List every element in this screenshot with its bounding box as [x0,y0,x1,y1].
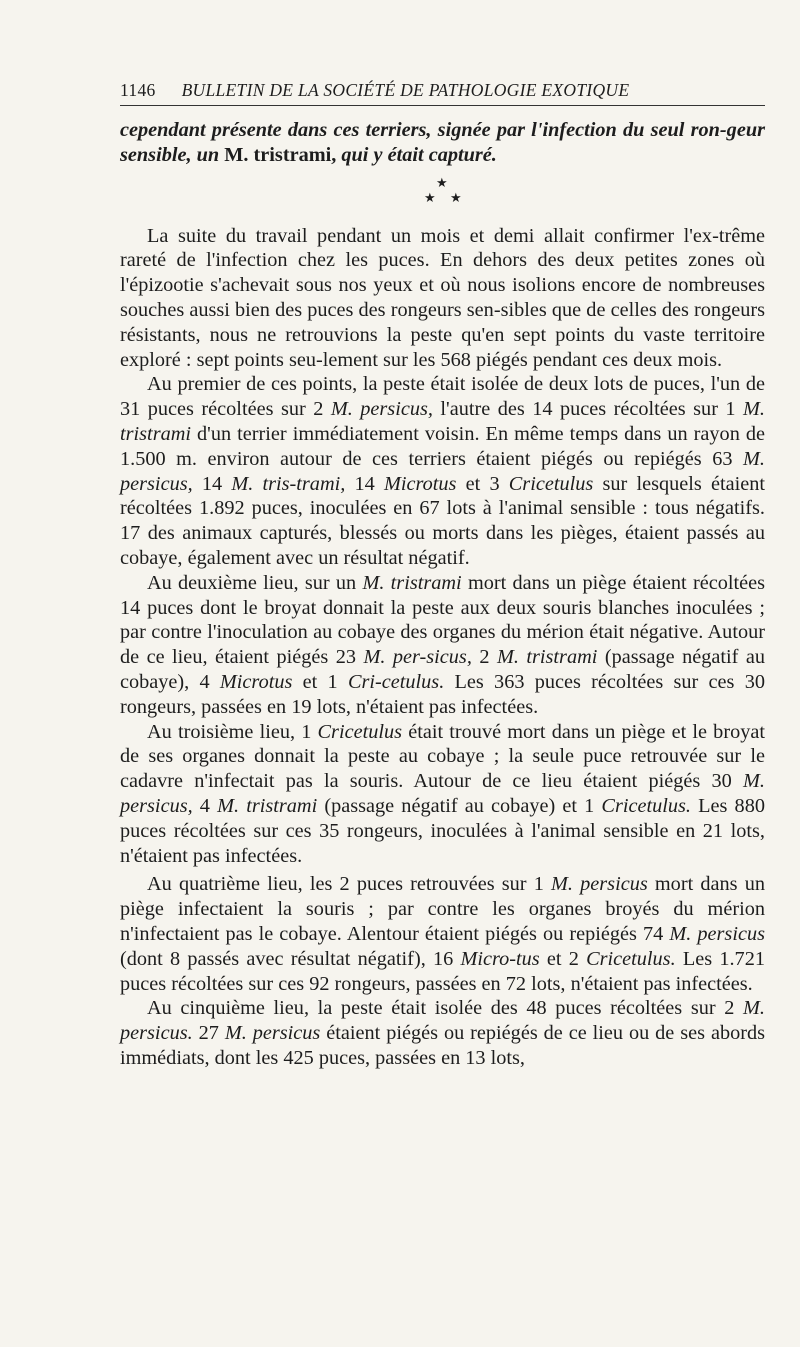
species-name: M. tristrami [362,571,462,594]
species-name: Cricetulus [508,472,594,495]
asterism-star-icon: ★ [436,174,448,190]
text-run: l'autre des 14 puces récoltées sur 1 [432,398,744,421]
text-run: (passage négatif au cobaye) et 1 [317,794,602,817]
intro-paragraph [120,118,765,168]
asterism-star-icon: ★ [424,189,436,205]
text-run: mort dans un piège infectaient la souris ; par contre les organes broyés du mérion n'infectaient pas le cobaye. Alentour étaient piégés ou repiégés 74 [120,873,765,945]
text-run: 14 [345,472,384,495]
text-run: et 2 [539,947,587,970]
paragraph-4 [120,720,765,869]
text-run: mort dans un piège étaient récoltées 14 puces dont le broyat donnait la peste aux deux souris blanches inoculées ; par contre l'inoculation au cobaye des organes du mérion était négative. Autour de ce lieu, étaient piégés 23 [120,571,766,669]
species-name: M. per-sicus, [363,646,472,669]
paragraph-2 [120,372,765,570]
article-body [120,118,765,1071]
paragraph-6 [120,996,765,1070]
asterism-star-icon: ★ [450,189,462,205]
paragraph-5 [120,872,765,996]
text-run: (dont 8 passés avec résultat négatif), 16 [120,947,461,970]
species-name: Microtus [383,472,457,495]
text-run: Les 880 puces récoltées sur ces 35 rongeurs, inoculées à l'animal sensible en 21 lots, n'étaient pas infectées. [120,794,765,867]
text-run: d'un terrier immédiatement voisin. En même temps dans un rayon de 1.500 m. environ autour de ces terriers étaient piégés ou repiégés 63 [120,422,765,470]
text-run: 14 [192,472,232,495]
text-run: 2 [471,646,497,669]
page-number: 1146 [120,80,156,100]
species-name: M. tristrami [217,794,318,817]
species-name: M. persicus. [120,997,765,1045]
species-name: Microtus [219,670,293,693]
species-name: Micro-tus [460,947,540,970]
text-run: Au cinquième lieu, la peste était isolée des 48 puces récoltées sur 2 [147,997,744,1020]
text-run: 4 [192,794,218,817]
species-name: M. persicus [224,1022,321,1045]
paragraph-1: La suite du travail pendant un mois et demi allait confirmer l'ex-trême rareté de l'infection chez les puces. En dehors des deux petites zones où l'épizootie s'achevait sous nos yeux et où nous isolions encore de nombreuses souches aussi bien des puces des rongeurs sen-sibles que de celles des rongeurs résistants, nous ne retrouvions la peste qu'en sept points du vaste territoire exploré : sept points seu-lement sur les 568 piégés pendant ces deux mois. [120,224,765,371]
intro-genus: M. [224,143,249,166]
text-run: Au deuxième lieu, sur un [147,571,363,594]
text-run: était trouvé mort dans un piège et le broyat de ses organes donnait la peste au cobaye ; la seule puce retrouvée sur le cadavre n'infectait pas la souris. Autour de ce lieu étaient piégés 30 [120,720,765,793]
text-run: et 1 [292,670,348,693]
species-name: Cricetulus. [586,947,676,970]
section-separator [120,176,765,210]
text-run: 27 [192,1022,225,1045]
text-run: Les 363 puces récoltées sur ces 30 rongeurs, passées en 19 lots, n'étaient pas infectées. [120,670,765,718]
species-name: M. persicus, [120,447,765,495]
species-name: M. persicus [669,922,765,945]
species-name: M. tristrami [496,646,598,669]
text-run: sur lesquels étaient récoltées 1.892 puces, inoculées en 67 lots à l'animal sensible : tous négatifs. 17 des animaux capturés, blessés ou morts dans les pièges, étaient passés au cobaye, également avec un résultat négatif. [120,472,766,569]
intro-end: qui y était capturé. [341,143,497,166]
text-run: Les 1.721 puces récoltées sur ces 92 rongeurs, passées en 72 lots, n'étaient pas infectées. [120,947,765,995]
species-name: M. tristrami [120,398,765,445]
text-run: et 3 [456,472,509,495]
species-name: Cri-cetulus. [347,670,445,693]
running-header [120,80,765,101]
intro-species: tristrami, [248,143,342,166]
text-run: étaient piégés ou repiégés de ce lieu ou de ses abords immédiats, dont les 425 puces, passées en 13 lots, [120,1022,766,1069]
species-name: Cricetulus. [601,794,691,817]
paragraph-3 [120,571,765,720]
page [120,80,765,1071]
species-name: Cricetulus [317,720,403,743]
journal-title: BULLETIN DE LA SOCIÉTÉ DE PATHOLOGIE EXOTIQUE [181,80,630,100]
species-name: M. persicus, [120,770,765,817]
text-run: Au premier de ces points, la peste était isolée de deux lots de puces, l'un de 31 puces récoltées sur 2 [120,373,765,421]
text-run: Au quatrième lieu, les 2 puces retrouvées sur 1 [147,873,552,896]
species-name: M. persicus, [330,398,433,421]
species-name: M. persicus [551,873,648,896]
header-rule [120,105,765,106]
text-run: Au troisième lieu, 1 [147,720,318,743]
species-name: M. tris-trami, [231,472,346,495]
text-run: (passage négatif au cobaye), 4 [120,646,765,693]
intro-text: cependant présente dans ces terriers, signée par l'infection du seul ron-geur sensible, un [120,119,765,166]
